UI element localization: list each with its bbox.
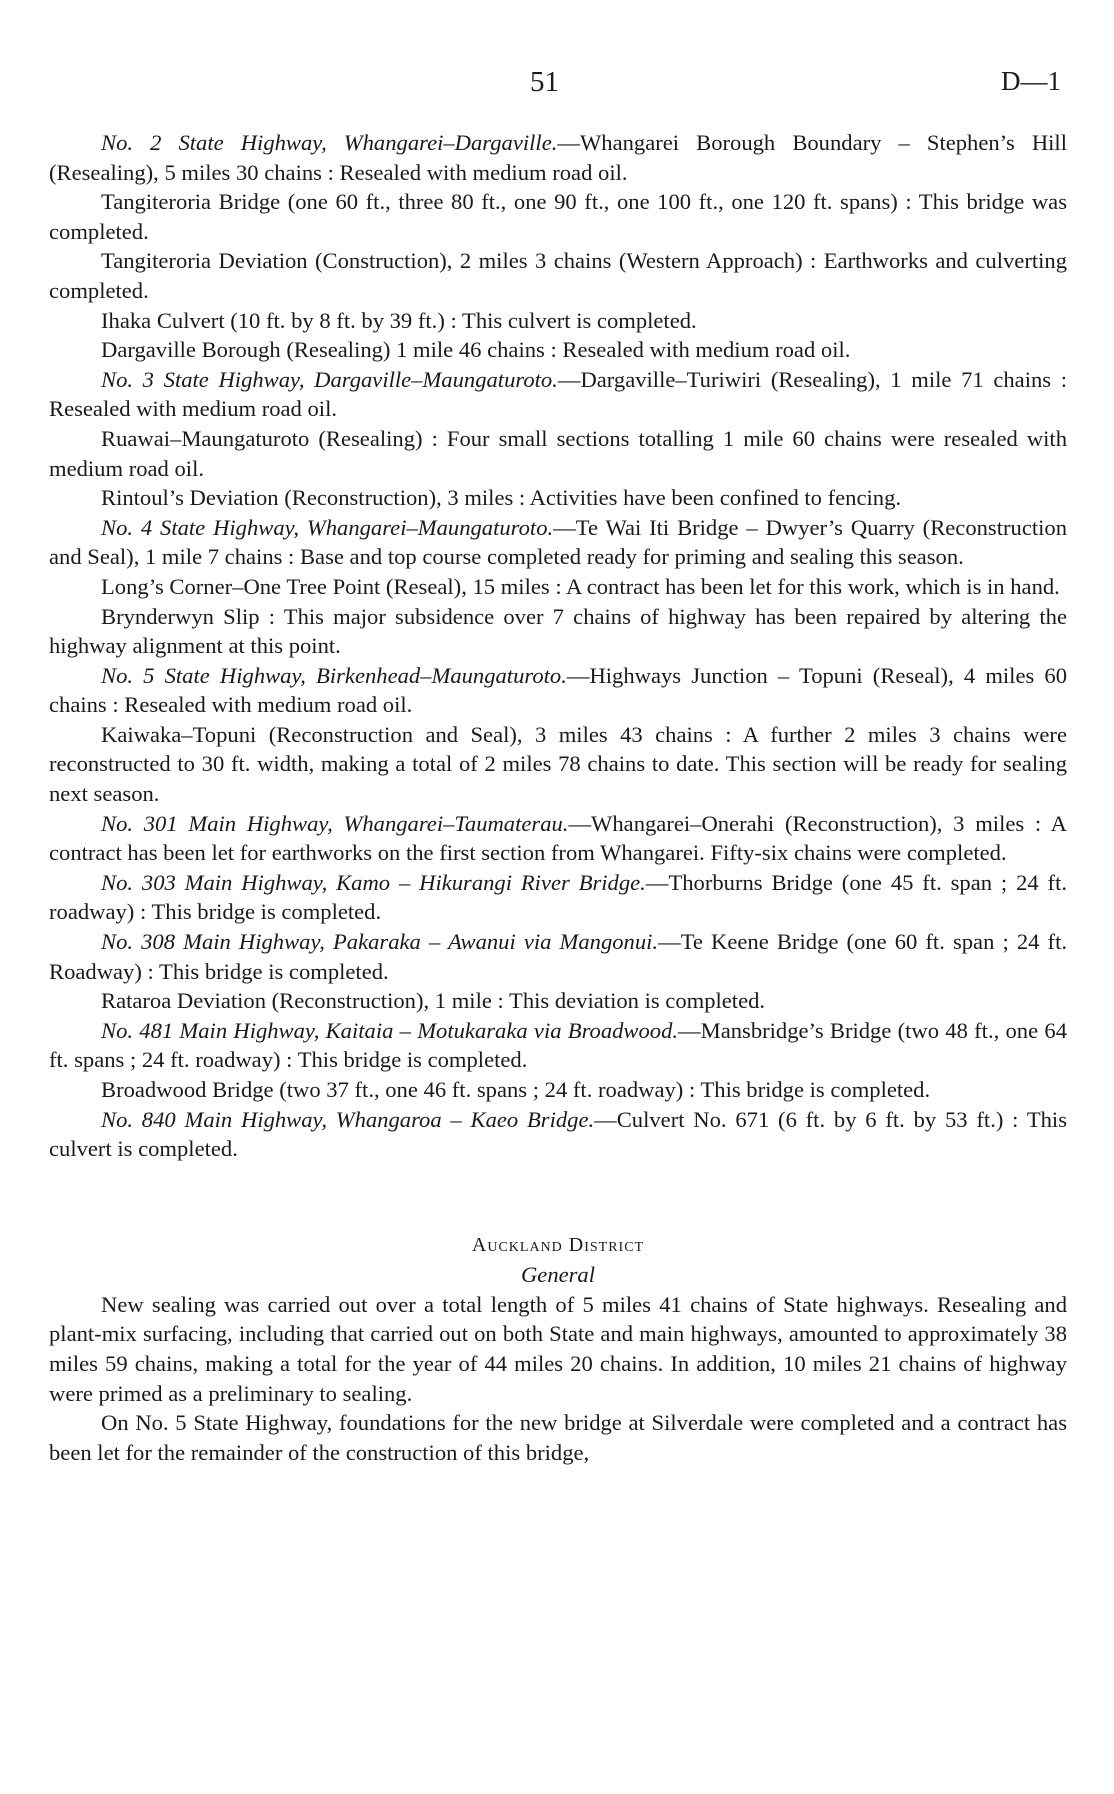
paragraph-text: Ihaka Culvert (10 ft. by 8 ft. by 39 ft.) : This culvert is completed. (101, 307, 697, 333)
paragraph (49, 306, 1067, 336)
paragraph-text: Brynderwyn Slip : This major subsidence over 7 chains of highway has been repaired by altering the highway alignment at this point. (49, 603, 1067, 659)
paragraph-text: Kaiwaka–Topuni (Reconstruction and Seal), 3 miles 43 chains : A further 2 miles 3 chains were reconstructed to 30 ft. width, making a total of 2 miles 78 chains to date. This section will be ready for sealing next season. (49, 721, 1067, 807)
paragraph (49, 602, 1067, 661)
paragraph (49, 1105, 1067, 1164)
paragraph-text: Long’s Corner–One Tree Point (Reseal), 15 miles : A contract has been let for this work, which is in hand. (101, 573, 1060, 599)
highway-heading: No. 840 Main Highway, Whangaroa – Kaeo Bridge. (101, 1106, 595, 1132)
paragraph-text: —Whangarei Borough Boundary – Stephen’s Hill (Resealing), 5 miles 30 chains : Resealed with medium road oil. (49, 130, 1067, 185)
paragraph (49, 483, 1067, 513)
paragraph (49, 927, 1067, 986)
paragraph-text: —Thorburns Bridge (one 45 ft. span ; 24 ft. roadway) : This bridge is completed. (49, 869, 1068, 925)
paragraph (49, 1408, 1067, 1467)
paragraph-text: —Dargaville–Turiwiri (Resealing), 1 mile 71 chains : Resealed with medium road oil. (49, 366, 1068, 422)
paragraph (49, 1016, 1067, 1075)
highway-heading: No. 4 State Highway, Whangarei–Maungaturoto. (101, 514, 554, 540)
paragraph (49, 246, 1067, 305)
highway-heading: No. 301 Main Highway, Whangarei–Taumaterau. (101, 810, 569, 836)
paragraph-text: Rintoul’s Deviation (Reconstruction), 3 miles : Activities have been confined to fencing. (101, 485, 902, 511)
highway-heading: No. 481 Main Highway, Kaitaia – Motukaraka via Broadwood. (101, 1017, 679, 1043)
paragraph (49, 868, 1067, 927)
auckland-section (49, 1290, 1067, 1468)
page-header (0, 66, 1114, 100)
paragraph (49, 809, 1067, 868)
paragraph-text: Broadwood Bridge (two 37 ft., one 46 ft. spans ; 24 ft. roadway) : This bridge is completed. (101, 1077, 931, 1102)
highway-heading: No. 303 Main Highway, Kamo – Hikurangi River Bridge. (101, 869, 646, 895)
paragraph (49, 1290, 1067, 1408)
paragraph-text: On No. 5 State Highway, foundations for the new bridge at Silverdale were completed and a contract has been let for the remainder of the construction of this bridge, (49, 1410, 1067, 1465)
paragraph-text: Dargaville Borough (Resealing) 1 mile 46 chains : Resealed with medium road oil. (101, 337, 851, 363)
paragraph-text: New sealing was carried out over a total length of 5 miles 41 chains of State highways. Resealing and plant-mix surfacing, including that carried out on both State and main highways, amounted to approximately 38 miles 59 chains, making a total for the year of 44 miles 20 chains. In addition, 10 miles 21 chains of highway were primed as a preliminary to sealing. (49, 1291, 1067, 1406)
paragraph-text: —Highways Junction – Topuni (Reseal), 4 miles 60 chains : Resealed with medium road oil. (49, 662, 1068, 718)
paragraph (49, 424, 1067, 483)
paragraph-text: —Whangarei–Onerahi (Reconstruction), 3 miles : A contract has been let for earthworks on the first section from Whangarei. Fifty-six chains were completed. (49, 810, 1067, 866)
paragraph-text: Ruawai–Maungaturoto (Resealing) : Four small sections totalling 1 mile 60 chains were resealed with medium road oil. (49, 425, 1067, 481)
paragraph (49, 513, 1067, 572)
paragraph (49, 335, 1067, 365)
paragraph (49, 720, 1067, 809)
paragraph (49, 128, 1067, 187)
paragraph (49, 661, 1067, 720)
page-number: 51 (530, 66, 559, 98)
highway-heading: No. 2 State Highway, Whangarei–Dargaville. (101, 130, 558, 155)
paragraph-text: —Te Keene Bridge (one 60 ft. span ; 24 ft. Roadway) : This bridge is completed. (49, 929, 1068, 984)
highway-heading: No. 3 State Highway, Dargaville–Maungaturoto. (101, 366, 558, 392)
highway-heading: No. 5 State Highway, Birkenhead–Maungaturoto. (101, 662, 567, 688)
sub-heading: General (520, 1261, 596, 1287)
paragraph (49, 365, 1067, 424)
northland-section (49, 128, 1067, 1164)
paragraph-text: Tangiteroria Deviation (Construction), 2 miles 3 chains (Western Approach) : Earthworks and culverting completed. (49, 248, 1067, 303)
paragraph (49, 1075, 1067, 1105)
paragraph-text: Rataroa Deviation (Reconstruction), 1 mile : This deviation is completed. (101, 988, 766, 1014)
paragraph-text: —Te Wai Iti Bridge – Dwyer’s Quarry (Reconstruction and Seal), 1 mile 7 chains : Base and top course completed ready for priming and sealing this season. (49, 514, 1067, 570)
paragraph (49, 572, 1067, 602)
paragraph (49, 187, 1067, 246)
report-reference: D—1 (1001, 66, 1061, 96)
district-heading: Auckland District (471, 1233, 645, 1256)
page-body (49, 128, 1067, 1467)
paragraph-text: Tangiteroria Bridge (one 60 ft., three 80 ft., one 90 ft., one 100 ft., one 120 ft. spans) : This bridge was completed. (49, 189, 1067, 244)
paragraph (49, 986, 1067, 1016)
paragraph-text: —Culvert No. 671 (6 ft. by 6 ft. by 53 ft.) : This culvert is completed. (49, 1106, 1068, 1162)
paragraph-text: —Mansbridge’s Bridge (two 48 ft., one 64 ft. spans ; 24 ft. roadway) : This bridge is completed. (49, 1017, 1067, 1073)
highway-heading: No. 308 Main Highway, Pakaraka – Awanui via Mangonui. (101, 929, 659, 955)
